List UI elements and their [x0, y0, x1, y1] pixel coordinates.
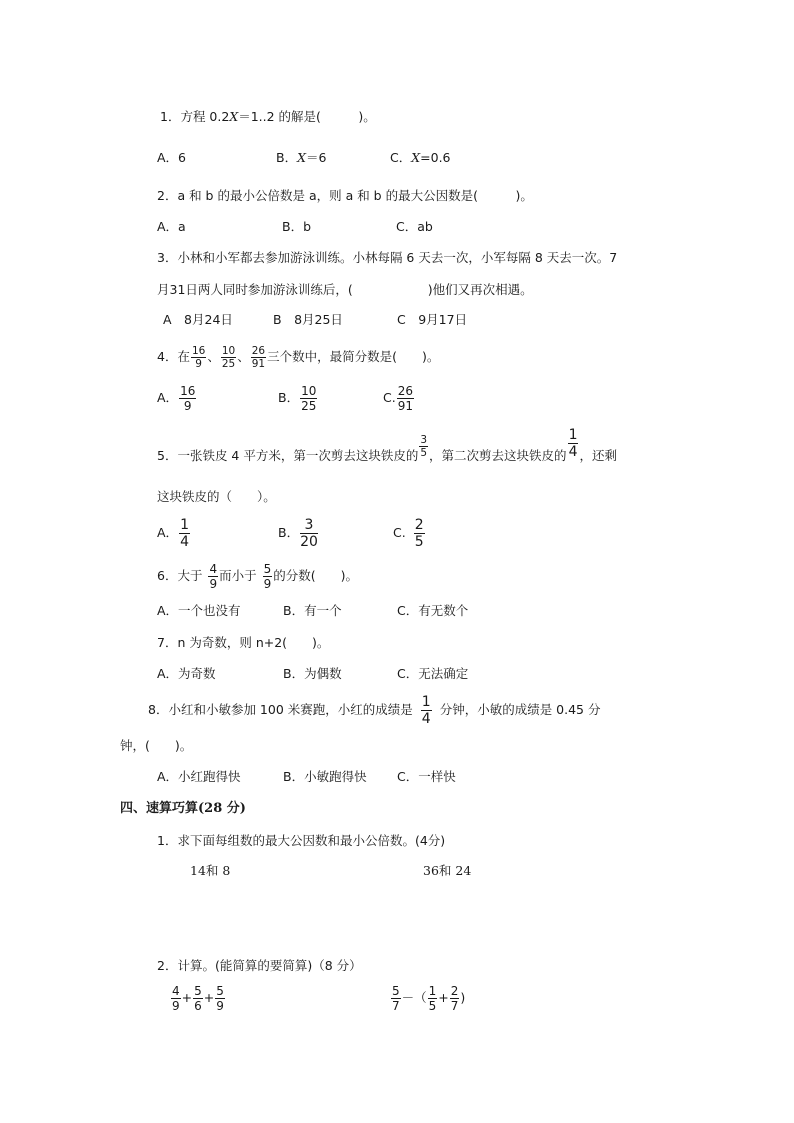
- q5-option-b: B． $\frac{3}{20}$: [278, 517, 318, 550]
- q4-option-c: C. $\frac{26}{91}$: [383, 384, 413, 413]
- q4-stem: 4．在 $\frac{16}{9}$ 、 $\frac{10}{25}$ 、 $\frac{26}{91}$ 三个数中，最简分数是( )。: [157, 344, 440, 370]
- q2-option-c: C．ab: [396, 219, 433, 234]
- q4-option-b: B． $\frac{10}{25}$: [278, 384, 317, 413]
- q8-option-b: B．小敏跑得快: [283, 769, 367, 784]
- q1-option-a: A．6: [157, 150, 187, 165]
- q7-option-a: A．为奇数: [157, 666, 216, 681]
- fraction: $\frac{16}{9}$: [180, 384, 196, 413]
- fraction: $\frac{1}{4}$: [568, 427, 578, 460]
- q4-option-a: A． $\frac{16}{9}$: [157, 384, 196, 413]
- q2-option-a: A．a: [157, 219, 186, 234]
- fraction: $\frac{10}{25}$: [301, 384, 317, 413]
- fraction: $\frac{2}{7}$: [450, 984, 459, 1013]
- q5-stem-line1: 5．一张铁皮 4 平方米，第一次剪去这块铁皮的 $\frac{3}{5}$ ，第二次剪去这块铁皮的 $\frac{1}{4}$ ，还剩: [157, 427, 617, 463]
- q1-option-c: C．X=0.6: [390, 150, 451, 165]
- q8-stem-line1: 8．小红和小敏参加 100 米赛跑，小红的成绩是 $\frac{1}{4}$ 分钟，小敏的成绩是 0.45 分: [148, 694, 601, 727]
- q5-stem-line2: 这块铁皮的（ ）。: [157, 489, 276, 504]
- s4-expression-2: $\frac{5}{7}$ －（ $\frac{1}{5}$ + $\frac{2}{7}$ ): [392, 984, 466, 1013]
- q5-option-c: C. $\frac{2}{5}$: [393, 517, 424, 550]
- q6-option-b: B．有一个: [283, 603, 342, 618]
- fraction: $\frac{5}{9}$: [216, 984, 224, 1013]
- s4-problem-2: 2．计算。(能简算的要简算)（8 分）: [157, 958, 362, 973]
- q3-option-b: B 8月25日: [273, 312, 343, 327]
- s4-problem-1-pair-a: 14和 8: [190, 863, 231, 878]
- fraction: $\frac{10}{25}$: [221, 344, 236, 370]
- q3-stem-line1: 3．小林和小军都去参加游泳训练。小林每隔 6 天去一次，小军每隔 8 天去一次。7: [157, 250, 618, 265]
- q2-stem: 2．a 和 b 的最小公倍数是 a，则 a 和 b 的最大公因数是( )。: [157, 188, 533, 203]
- s4-problem-1-pair-b: 36和 24: [423, 863, 472, 878]
- fraction: $\frac{1}{5}$: [428, 984, 437, 1013]
- q3-option-a: A 8月24日: [163, 312, 233, 327]
- q6-stem: 6．大于 $\frac{4}{9}$ 而小于 $\frac{5}{9}$ 的分数( )。: [157, 562, 359, 591]
- q8-option-a: A．小红跑得快: [157, 769, 241, 784]
- q7-option-b: B．为偶数: [283, 666, 342, 681]
- fraction: $\frac{5}{7}$: [392, 984, 400, 1013]
- q7-option-c: C．无法确定: [397, 666, 469, 681]
- fraction: $\frac{5}{6}$: [194, 984, 202, 1013]
- q8-option-c: C．一样快: [397, 769, 456, 784]
- s4-expression-1: $\frac{4}{9}$ + $\frac{5}{6}$ + $\frac{5}{9}$: [172, 984, 224, 1013]
- q5-option-a: A． $\frac{1}{4}$: [157, 517, 189, 550]
- fraction: $\frac{26}{91}$: [397, 384, 413, 413]
- fraction: $\frac{4}{9}$: [172, 984, 180, 1013]
- fraction: $\frac{3}{5}$: [420, 433, 428, 459]
- s4-problem-1: 1．求下面每组数的最大公因数和最小公倍数。(4分): [157, 833, 446, 848]
- q1-option-b: B．X＝6: [276, 150, 327, 165]
- q1-stem: 1．方程 0.2X＝1..2 的解是( )。: [160, 109, 376, 124]
- fraction: $\frac{26}{91}$: [251, 344, 266, 370]
- fraction: $\frac{2}{5}$: [414, 517, 424, 550]
- fraction: $\frac{4}{9}$: [209, 562, 218, 591]
- q8-stem-line2: 钟，( )。: [120, 738, 193, 753]
- section-title: 四、速算巧算(28 分): [120, 801, 246, 816]
- fraction: $\frac{5}{9}$: [263, 562, 272, 591]
- fraction: $\frac{3}{20}$: [300, 517, 318, 550]
- q6-option-c: C．有无数个: [397, 603, 469, 618]
- q3-stem-line2: 月31日两人同时参加游泳训练后，( )他们又再次相遇。: [157, 282, 533, 297]
- fraction: $\frac{1}{4}$: [421, 694, 431, 727]
- q2-option-b: B．b: [282, 219, 312, 234]
- q3-option-c: C 9月17日: [397, 312, 468, 327]
- fraction: $\frac{1}{4}$: [180, 517, 189, 550]
- q7-stem: 7．n 为奇数，则 n+2( )。: [157, 635, 330, 650]
- fraction: $\frac{16}{9}$: [191, 344, 206, 370]
- q6-option-a: A．一个也没有: [157, 603, 241, 618]
